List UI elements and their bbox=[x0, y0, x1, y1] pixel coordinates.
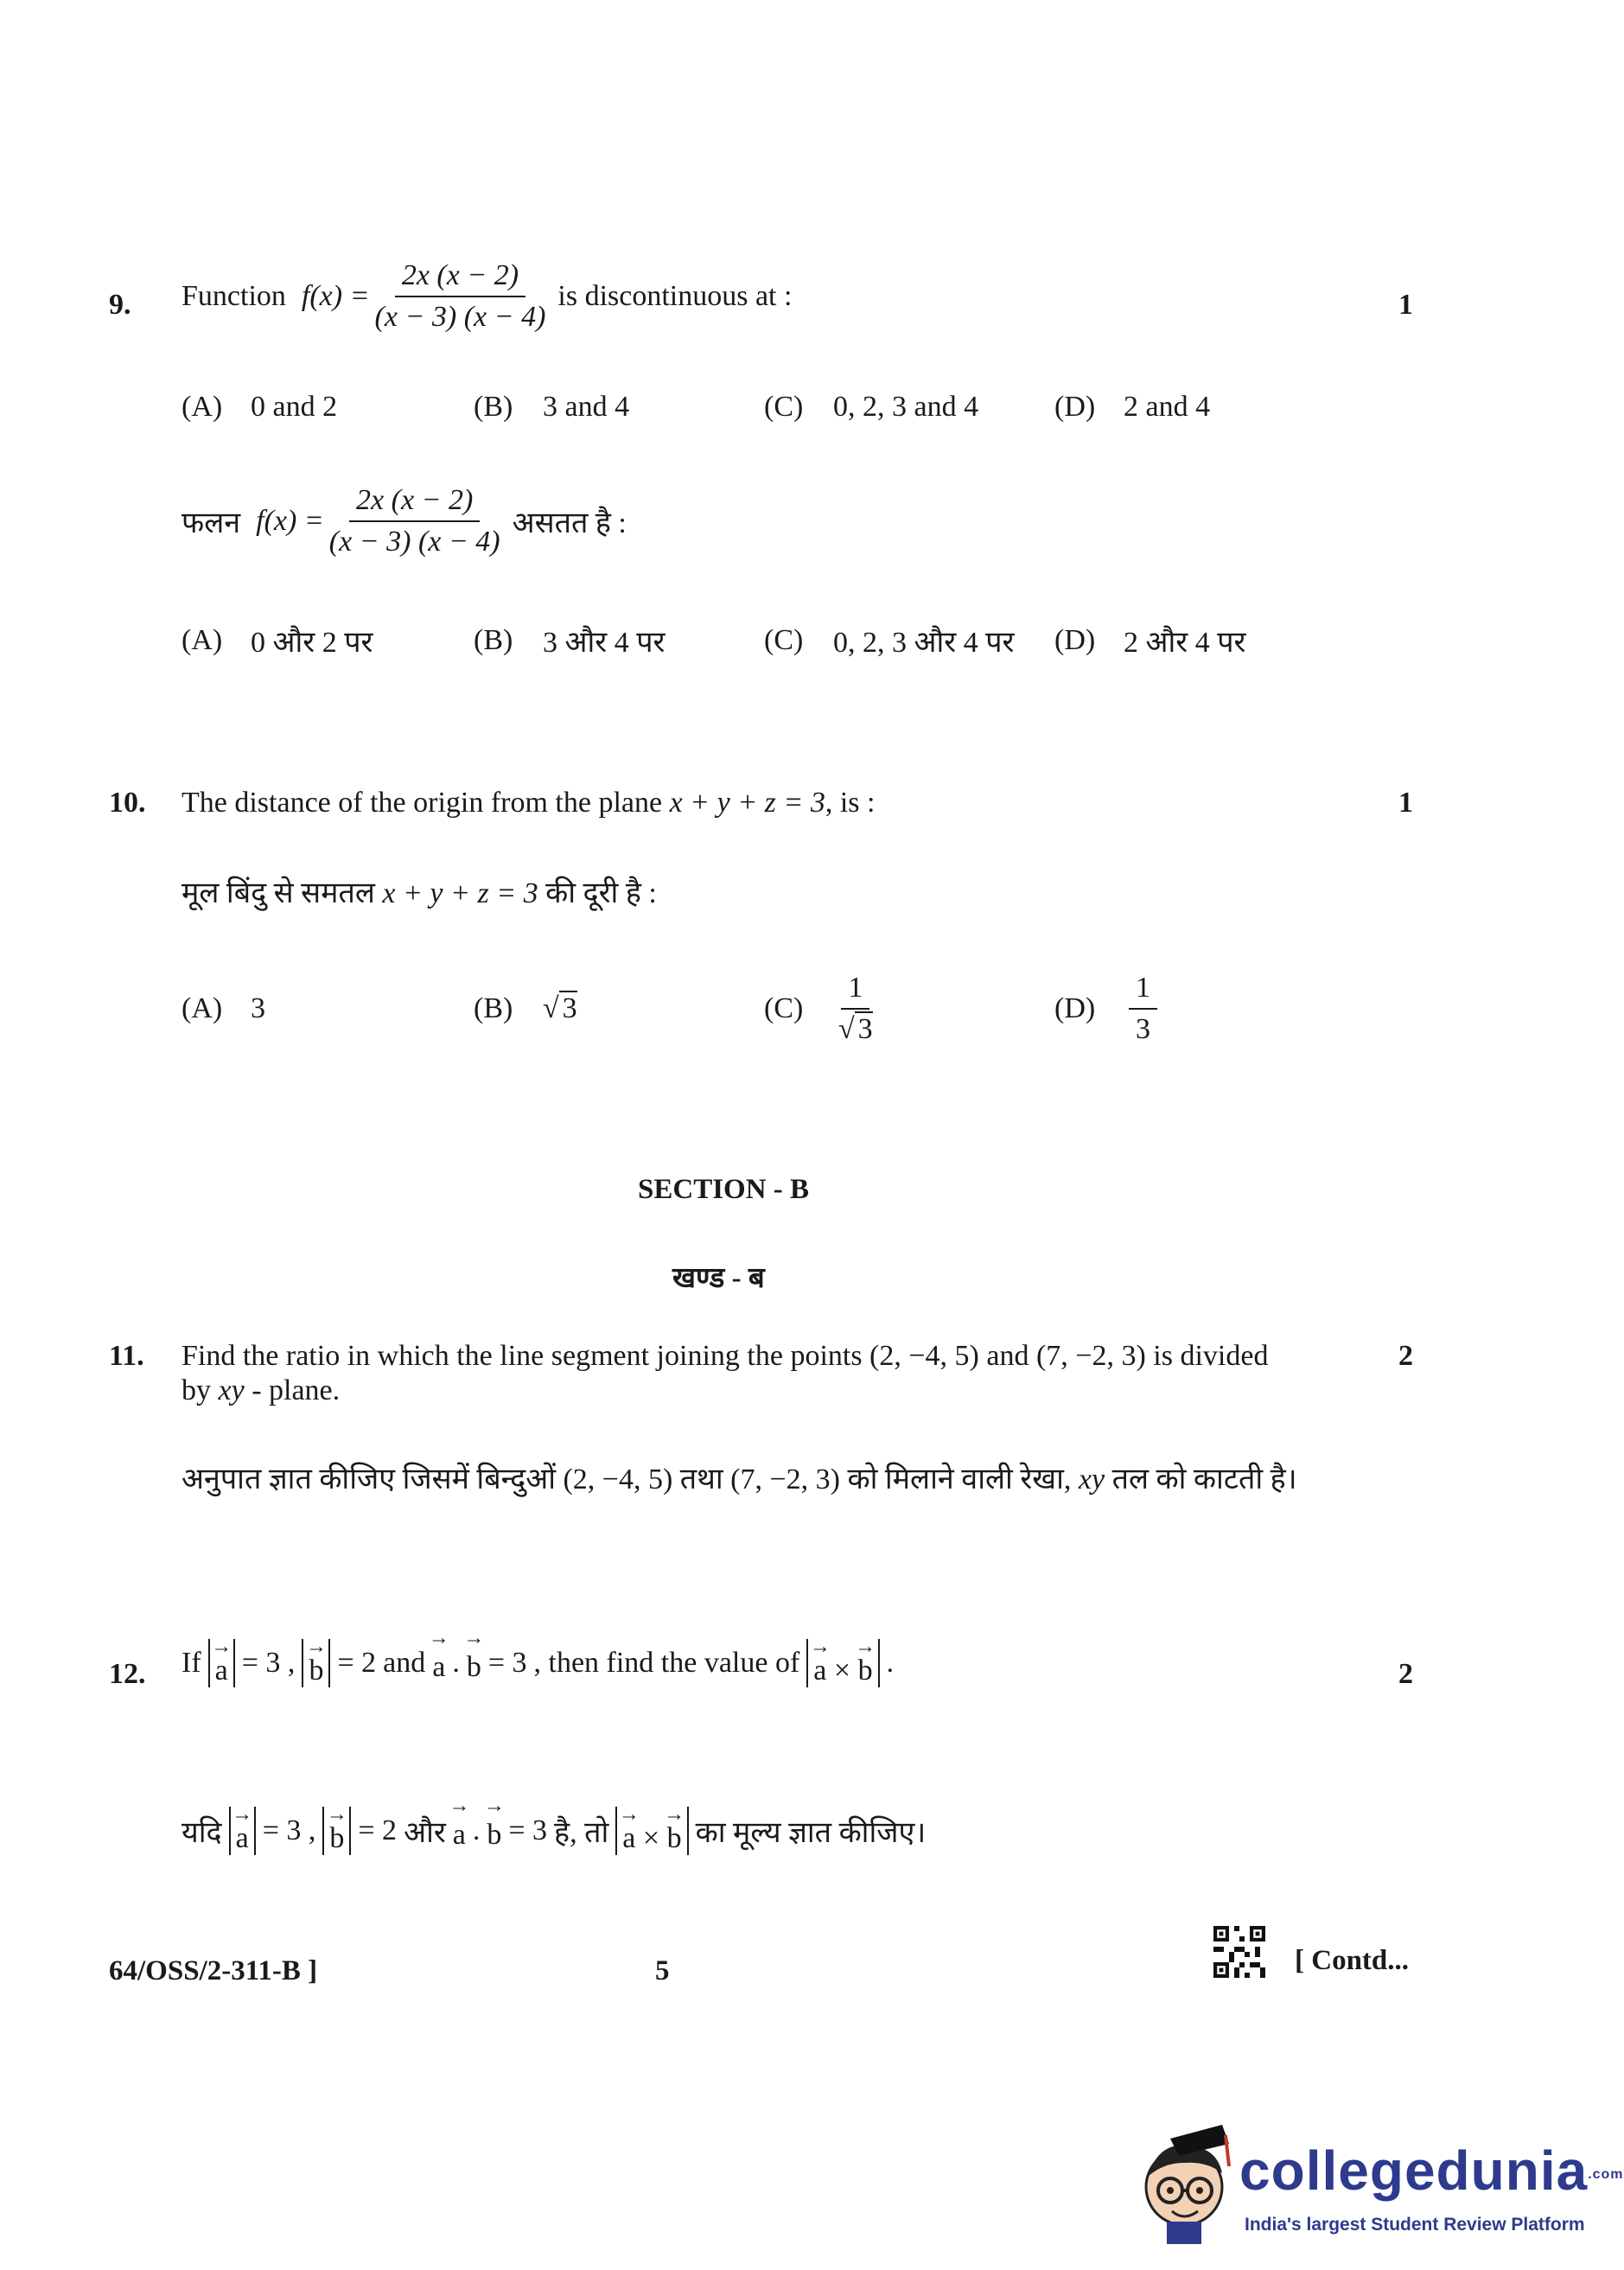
q10-number: 10. bbox=[109, 787, 146, 819]
q11-hindi bbox=[182, 1457, 1297, 1497]
option-text: 3 और 4 पर bbox=[543, 627, 666, 659]
q9-fraction bbox=[375, 259, 546, 334]
q10-stem bbox=[182, 787, 875, 819]
option-text: 2 and 4 bbox=[1124, 391, 1211, 423]
option-label: (A) bbox=[182, 391, 223, 423]
option-label: (D) bbox=[1054, 624, 1096, 656]
q12-abs-a bbox=[208, 1639, 235, 1687]
q12-hindi: यदि → a = 3 , → b = 2 और → a . → b = 3 है, तो → a × → b का मूल्य ज्ञात कीजिए। bbox=[182, 1807, 926, 1855]
sqrt-radicand: 3 bbox=[855, 1011, 873, 1045]
option-text: 0, 2, 3 और 4 पर bbox=[833, 627, 1015, 659]
option-label: (D) bbox=[1054, 992, 1096, 1024]
q12-hi-and: और bbox=[404, 1817, 446, 1849]
vector-b: → b bbox=[467, 1642, 481, 1684]
q9-option-a bbox=[182, 391, 337, 424]
cross-sign: × bbox=[833, 1655, 851, 1687]
q9-hi-fraction bbox=[329, 484, 500, 558]
q12-hi-eq-b: = 2 bbox=[358, 1814, 398, 1846]
q10-option-a bbox=[182, 992, 265, 1025]
q11-number: 11. bbox=[109, 1340, 144, 1372]
q12-eq-a: = 3 , bbox=[241, 1647, 296, 1679]
q9-hi-lead: फलन bbox=[182, 507, 241, 539]
q10-hi-plane: x + y + z = 3 bbox=[382, 877, 538, 909]
q9-hi-denominator: (x − 3) (x − 4) bbox=[328, 526, 500, 558]
q11-hi-post: तल को काटती है। bbox=[1111, 1463, 1297, 1495]
option-label: (D) bbox=[1054, 391, 1096, 423]
q12-and: and bbox=[383, 1647, 426, 1679]
q9-lead: Function bbox=[182, 280, 286, 312]
q12-hi-then: है, तो bbox=[554, 1817, 609, 1849]
vector-b: → b bbox=[667, 1815, 682, 1853]
q10-marks: 1 bbox=[1398, 787, 1413, 819]
q11-line2 bbox=[182, 1374, 340, 1407]
q10-tail: , is : bbox=[825, 787, 876, 819]
sqrt-radicand: 3 bbox=[559, 991, 577, 1024]
logo-tagline: India's largest Student Review Platform bbox=[1245, 2215, 1585, 2235]
option-text: 0 और 2 पर bbox=[251, 627, 373, 659]
frac-numerator: 1 bbox=[1129, 972, 1157, 1010]
q9-option-d bbox=[1054, 391, 1210, 424]
q10-hindi-stem bbox=[182, 871, 657, 911]
logo-suffix: .com bbox=[1588, 2167, 1624, 2183]
q11-hi-pre: अनुपात ज्ञात कीजिए जिसमें बिन्दुओं (2, −4, 5) तथा (7, −2, 3) को मिलाने वाली रेखा, bbox=[182, 1463, 1072, 1495]
q12-then: , then find the value of bbox=[533, 1647, 800, 1679]
vector-b: → b bbox=[329, 1815, 344, 1853]
q9-option-b bbox=[474, 391, 629, 424]
q12-hi-end: का मूल्य ज्ञात कीजिए। bbox=[695, 1817, 927, 1849]
option-text: 0 and 2 bbox=[251, 391, 338, 423]
q12-end: . bbox=[886, 1647, 895, 1679]
option-text: 0, 2, 3 and 4 bbox=[833, 391, 979, 423]
section-title: SECTION - B bbox=[638, 1174, 810, 1205]
q10-d-fraction bbox=[1129, 972, 1157, 1046]
q12-hi-abs-cross bbox=[615, 1807, 688, 1855]
q9-hi-func: f(x) = bbox=[256, 505, 324, 537]
cross-sign: × bbox=[642, 1822, 660, 1854]
q11-line1: Find the ratio in which the line segment joining the points (2, −4, 5) and (7, −2, 3) is divided bbox=[182, 1340, 1269, 1372]
q11-marks: 2 bbox=[1398, 1340, 1413, 1372]
option-label: (B) bbox=[474, 391, 513, 423]
q12-abs-cross bbox=[806, 1639, 879, 1687]
option-label: (B) bbox=[474, 624, 513, 656]
option-label: (C) bbox=[764, 992, 804, 1024]
q12-hi-dot-eq: = 3 bbox=[508, 1814, 548, 1846]
q10-option-b bbox=[474, 992, 577, 1025]
q10-option-d bbox=[1054, 972, 1162, 1046]
vector-a: → a bbox=[813, 1648, 826, 1686]
vector-a: → a bbox=[453, 1810, 466, 1852]
q9-numerator: 2x (x − 2) bbox=[395, 259, 525, 297]
q12-dot-eq: = 3 bbox=[487, 1647, 527, 1679]
option-sqrt: √ 3 bbox=[543, 992, 577, 1024]
q12-eq-b: = 2 bbox=[337, 1647, 377, 1679]
frac-numerator: 1 bbox=[841, 972, 869, 1010]
option-text: 3 and 4 bbox=[543, 391, 630, 423]
vector-a: → a bbox=[622, 1815, 635, 1853]
vector-a: → a bbox=[236, 1815, 249, 1853]
q10-text: The distance of the origin from the plane bbox=[182, 787, 663, 819]
q11-line2-post: - plane. bbox=[252, 1374, 341, 1406]
vector-a: → a bbox=[215, 1648, 228, 1686]
option-label: (A) bbox=[182, 992, 223, 1024]
q9-hi-option-d bbox=[1054, 621, 1245, 660]
q12-hi-eq-a: = 3 , bbox=[262, 1814, 316, 1846]
frac-denominator: 3 bbox=[1136, 1013, 1150, 1045]
contd-label: [ Contd... bbox=[1295, 1945, 1410, 1976]
q12-stem: If → a = 3 , → b = 2 and → a . → b = 3 , then find the value of → a × → b . bbox=[182, 1639, 894, 1687]
q9-hi-numerator: 2x (x − 2) bbox=[349, 484, 480, 522]
q9-denominator: (x − 3) (x − 4) bbox=[374, 301, 546, 333]
q12-hi-if: यदि bbox=[182, 1817, 222, 1849]
q11-line2-pre: by bbox=[182, 1374, 211, 1406]
vector-b: → b bbox=[487, 1810, 501, 1852]
q12-hi-abs-a bbox=[229, 1807, 256, 1855]
vector-b: → b bbox=[309, 1648, 323, 1686]
q9-number: 9. bbox=[109, 289, 131, 321]
student-mascot-icon bbox=[1132, 2118, 1236, 2248]
vector-a: → a bbox=[432, 1642, 445, 1684]
q12-if: If bbox=[182, 1647, 201, 1679]
q9-hi-tail: असतत है : bbox=[512, 507, 627, 539]
q12-abs-b bbox=[302, 1639, 330, 1687]
q10-hi-text: मूल बिंदु से समतल bbox=[182, 877, 375, 909]
paper-code: 64/OSS/2-311-B ] bbox=[109, 1955, 318, 1986]
option-text: 3 bbox=[251, 992, 265, 1024]
section-hi-title: खण्ड - ब bbox=[672, 1263, 765, 1294]
q10-hi-tail: की दूरी है : bbox=[545, 877, 657, 909]
q12-marks: 2 bbox=[1398, 1658, 1413, 1690]
option-label: (B) bbox=[474, 992, 513, 1024]
q12-hi-abs-b bbox=[322, 1807, 351, 1855]
q10-plane: x + y + z = 3 bbox=[669, 787, 825, 819]
frac-denominator: √ 3 bbox=[838, 1013, 873, 1045]
q9-hi-option-a bbox=[182, 621, 373, 660]
qr-code-icon bbox=[1213, 1926, 1265, 1978]
logo-name: collegedunia bbox=[1239, 2139, 1589, 2202]
vector-b: → b bbox=[858, 1648, 873, 1686]
q12-number: 12. bbox=[109, 1658, 146, 1690]
q11-line2-var: xy bbox=[218, 1374, 245, 1406]
page-number: 5 bbox=[655, 1955, 670, 1986]
q9-tail: is discontinuous at : bbox=[557, 280, 793, 312]
q10-c-fraction bbox=[838, 972, 873, 1046]
q9-hindi-stem bbox=[182, 484, 627, 558]
q10-option-c bbox=[764, 972, 878, 1046]
q9-func: f(x) = bbox=[301, 280, 370, 312]
q9-marks: 1 bbox=[1398, 289, 1413, 321]
option-label: (A) bbox=[182, 624, 223, 656]
collegedunia-logo bbox=[1132, 2118, 1624, 2256]
q9-stem bbox=[182, 259, 792, 334]
q11-hi-var: xy bbox=[1078, 1463, 1105, 1495]
q9-hi-option-c bbox=[764, 621, 1014, 660]
q9-hi-option-b bbox=[474, 621, 665, 660]
option-text: 2 और 4 पर bbox=[1124, 627, 1246, 659]
q9-option-c bbox=[764, 391, 978, 424]
option-label: (C) bbox=[764, 624, 804, 656]
option-label: (C) bbox=[764, 391, 804, 423]
